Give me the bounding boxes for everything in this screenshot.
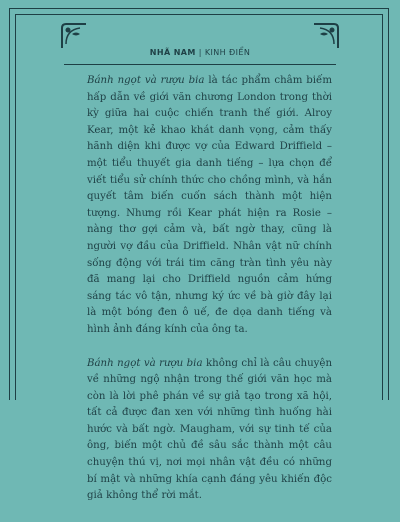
blurb-paragraph-2 xyxy=(87,356,332,505)
blurb-paragraph-1 xyxy=(87,73,332,339)
paragraph-body: là tác phẩm châm biếm hấp dẫn về giới văn chương London trong thời kỳ giữa hai cuộc chiến tranh thế giới. Alroy Kear, một kẻ khao khát danh vọng, cảm thấy hãnh diện khi được vợ của Edward Driffield – một tiểu thuyết gia danh tiếng – lựa chọn để viết tiểu sử chính thức cho chồng mình, và hắn quyết tâm biến cuốn sách thành một hiện tượng. Nhưng rồi Kear phát hiện ra Rosie – nàng thơ gợi cảm và, bất ngờ thay, cũng là người vợ đầu của Driffield. Nhân vật nữ chính sống động với trái tim căng tràn tình yêu này đã mang lại cho Driffield nguồn cảm hứng sáng tác vô tận, nhưng ký ức về bà giờ đây lại là một bóng đen ô uế, đe dọa danh tiếng và hình ảnh đáng kính của ông ta. xyxy=(87,75,332,335)
publisher-series: KINH ĐIỂN xyxy=(204,48,251,57)
book-title: Bánh ngọt và rượu bia xyxy=(87,357,203,369)
corner-ornament-left-icon xyxy=(60,22,88,50)
blurb-text xyxy=(87,73,332,522)
publisher-line xyxy=(0,48,400,57)
paragraph-body: không chỉ là câu chuyện về những ngộ nhận trong thế giới văn học mà còn là lời phê phán về sự giả tạo trong xã hội, tất cả được đan xen với những tình huống hài hước và bất ngờ. Maugham, với sự tinh tế của ông, biến một chủ đề sâu sắc thành một câu chuyện thú vị, nơi mọi nhân vật đều có những bí mật và những khía cạnh đáng yêu khiến độc giả không thể rời mắt. xyxy=(87,357,332,502)
publisher-rule xyxy=(64,64,336,65)
book-title: Bánh ngọt và rượu bia xyxy=(87,75,205,86)
corner-ornament-right-icon xyxy=(312,22,340,50)
publisher-brand: NHÃ NAM xyxy=(149,48,196,57)
publisher-separator: | xyxy=(198,48,202,57)
